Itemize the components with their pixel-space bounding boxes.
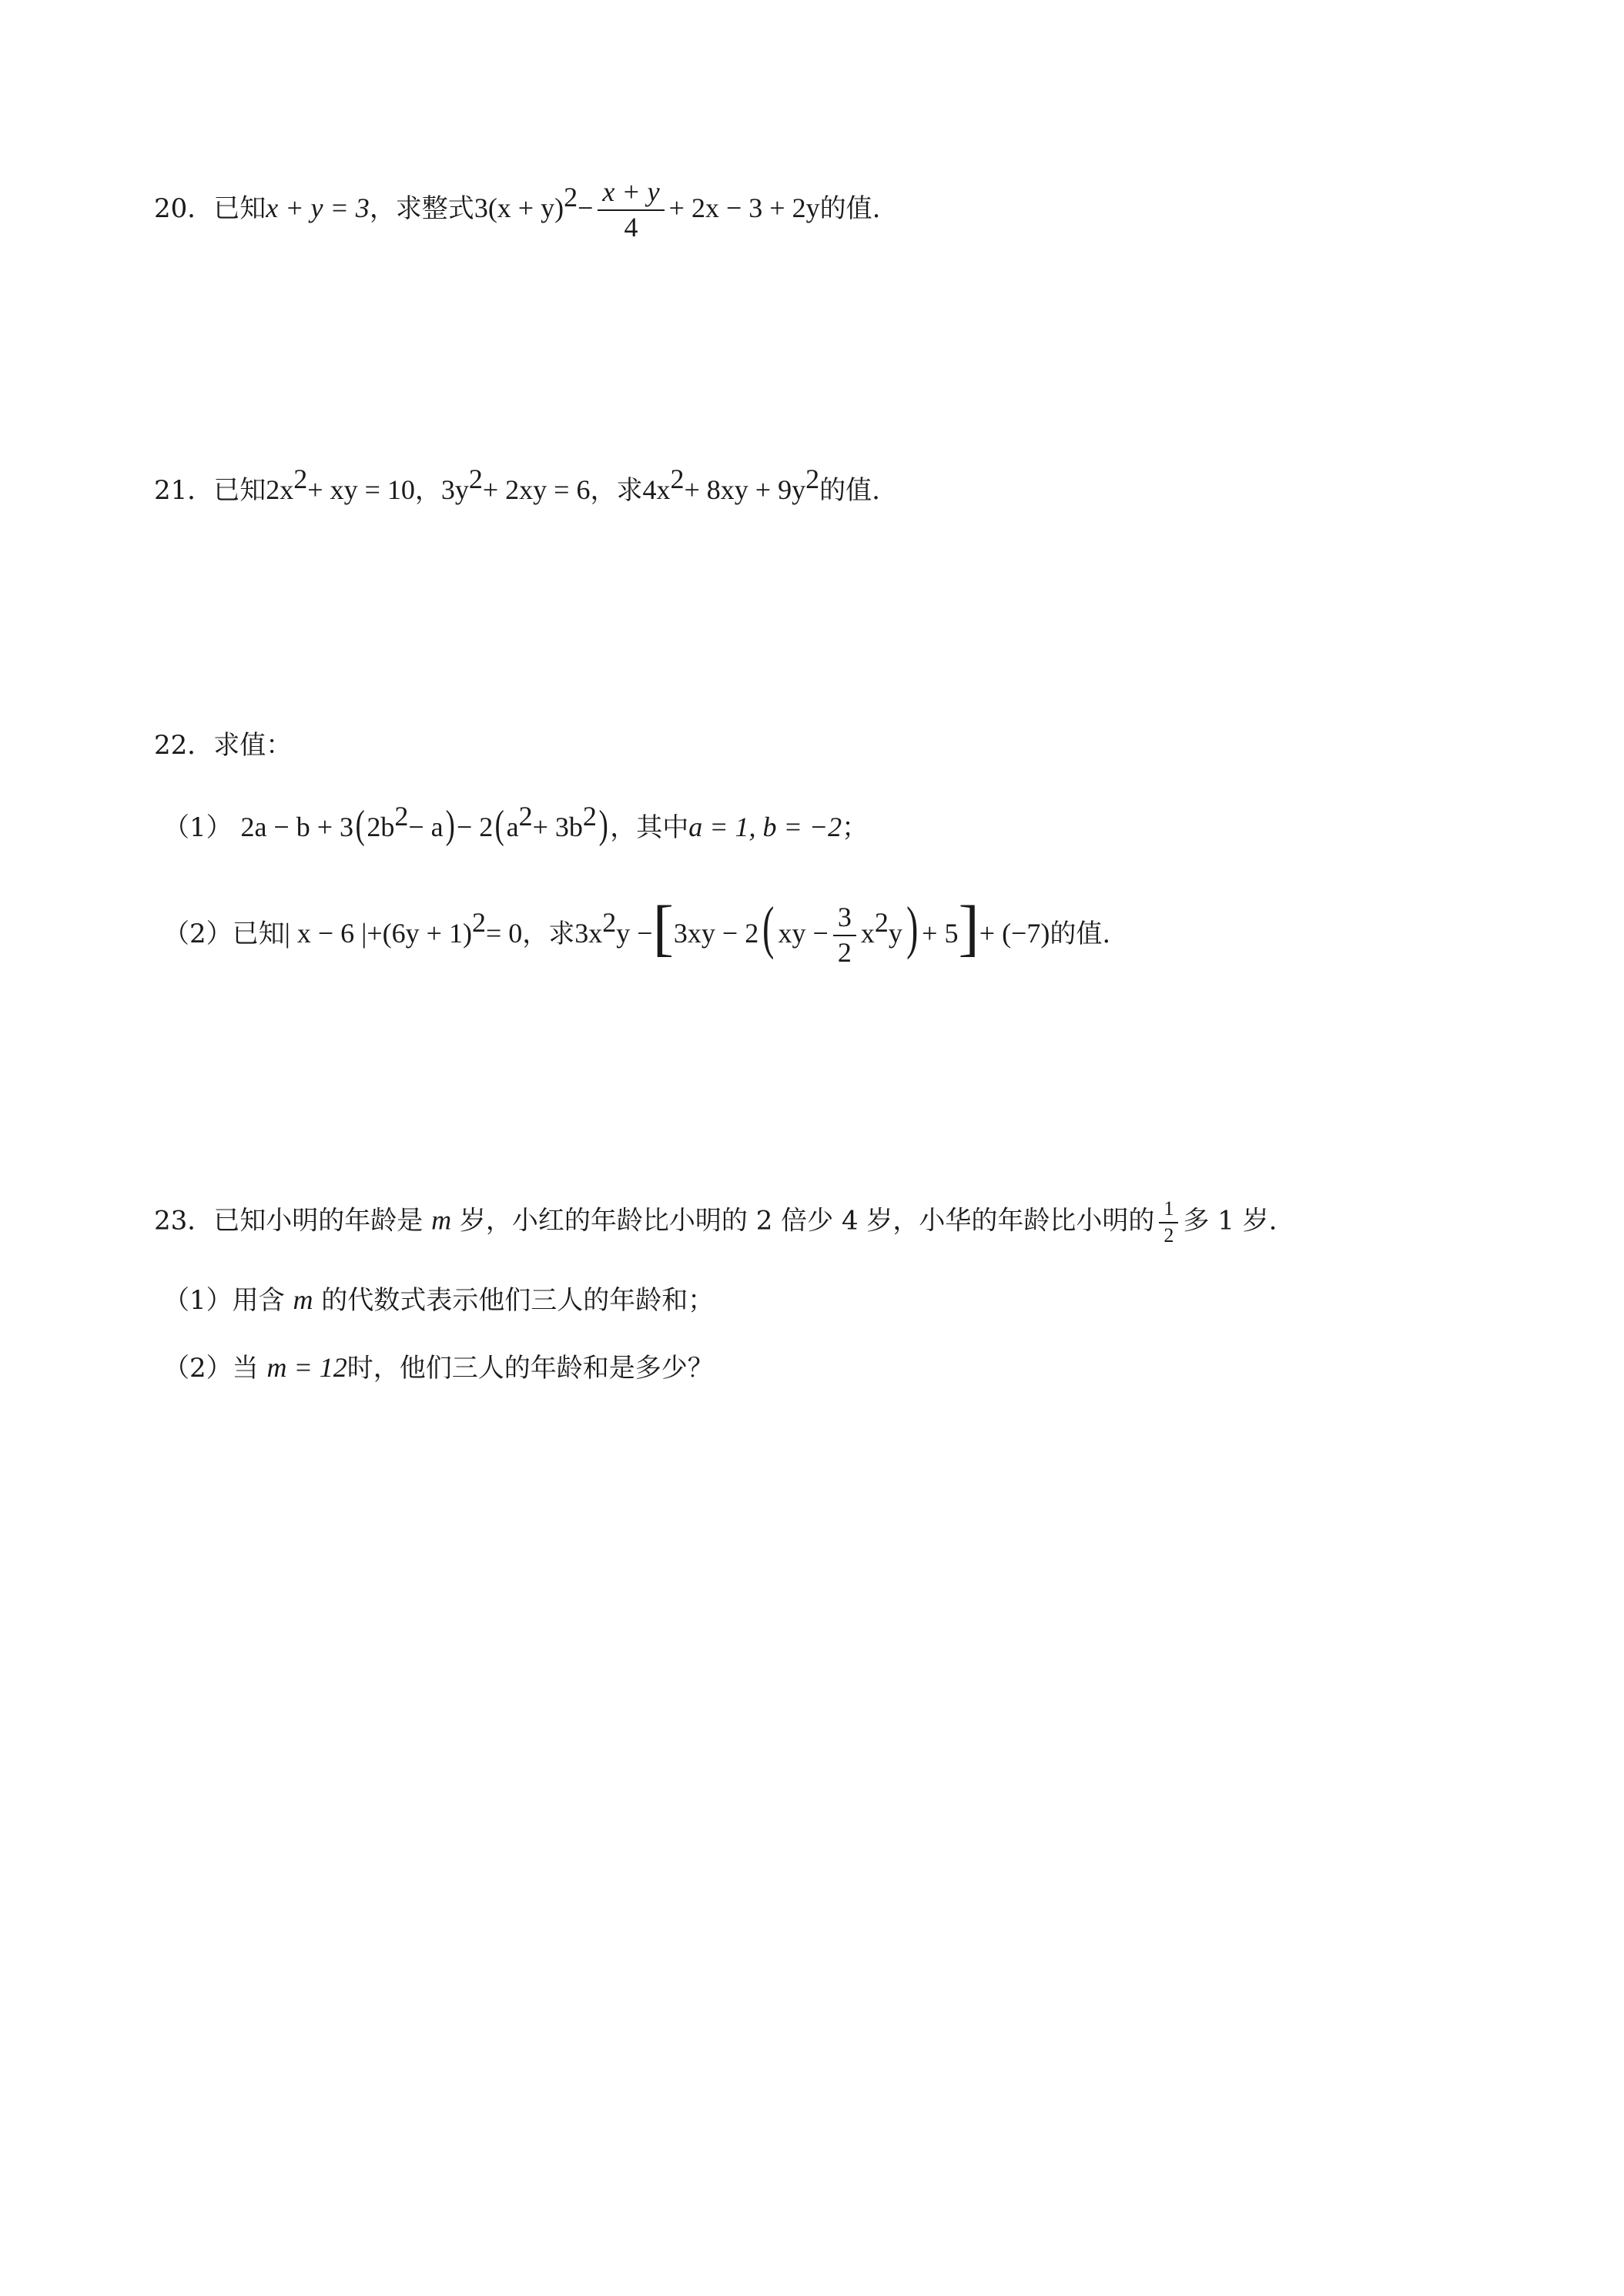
fraction bbox=[1159, 1198, 1178, 1247]
question-23-part-2 bbox=[163, 1346, 714, 1390]
operator: − bbox=[578, 192, 594, 223]
variable: m bbox=[431, 1204, 452, 1236]
question-text: 当 bbox=[232, 1353, 259, 1384]
expression: = 0 bbox=[485, 918, 523, 949]
question-22-part-2 bbox=[163, 892, 1111, 969]
fraction-denominator: 4 bbox=[624, 212, 638, 243]
expression: + 2x − 3 + 2y bbox=[668, 192, 820, 223]
expression: +(6y + 1) bbox=[367, 918, 472, 949]
expression: 3xy − 2 bbox=[673, 918, 759, 949]
part-label: （1） bbox=[163, 812, 233, 843]
question-text: 求值： bbox=[213, 730, 293, 761]
exponent: 2 bbox=[805, 464, 820, 494]
expression: + 2xy = 6 bbox=[482, 474, 591, 505]
condition: x + y = 3 bbox=[266, 192, 370, 223]
exponent: 2 bbox=[602, 907, 617, 938]
expression: 2b bbox=[367, 812, 395, 842]
question-text: 岁，小红的年龄比小明的 2 倍少 4 岁，小华的年龄比小明的 bbox=[459, 1205, 1155, 1237]
question-20 bbox=[154, 176, 880, 243]
fraction-numerator: x + y bbox=[598, 177, 664, 211]
fraction bbox=[598, 177, 664, 243]
condition: m = 12 bbox=[266, 1352, 347, 1383]
question-number: 20． bbox=[154, 193, 214, 224]
part-label: （1） bbox=[163, 1285, 233, 1316]
fraction bbox=[833, 902, 856, 968]
left-bracket: [ bbox=[652, 892, 674, 962]
exponent: 2 bbox=[874, 907, 889, 938]
part-label: （2） bbox=[163, 919, 233, 949]
fraction-numerator: 1 bbox=[1159, 1198, 1178, 1223]
exponent: 2 bbox=[394, 801, 409, 832]
question-22-part-1 bbox=[163, 795, 868, 849]
expression: + 3b bbox=[532, 812, 583, 842]
expression: 3x bbox=[574, 918, 603, 949]
question-number: 22． bbox=[154, 730, 214, 761]
expression: x bbox=[860, 918, 875, 949]
expression: a bbox=[506, 812, 519, 842]
expression: | x − 6 | bbox=[284, 918, 367, 949]
exponent: 2 bbox=[471, 907, 486, 938]
expression: − a bbox=[408, 812, 444, 842]
question-text: 已知小明的年龄是 bbox=[213, 1205, 424, 1237]
exponent: 2 bbox=[564, 182, 578, 213]
expression: 2x bbox=[266, 474, 294, 505]
separator: ， bbox=[414, 475, 441, 506]
fraction-denominator: 2 bbox=[1164, 1223, 1174, 1247]
question-23-part-1 bbox=[163, 1278, 714, 1322]
question-number: 23． bbox=[154, 1205, 214, 1237]
question-text: 的代数式表示他们三人的年龄和； bbox=[321, 1285, 715, 1316]
left-paren: ( bbox=[494, 803, 505, 847]
question-text: 已知 bbox=[232, 919, 285, 949]
exponent: 2 bbox=[582, 801, 597, 832]
part-label: （2） bbox=[163, 1353, 233, 1384]
fraction-numerator: 3 bbox=[833, 902, 856, 936]
question-22 bbox=[154, 724, 292, 767]
question-text: 的值. bbox=[1050, 919, 1111, 949]
right-paren: ) bbox=[598, 803, 608, 847]
expression: xy − bbox=[778, 918, 829, 949]
question-text: ，求整式 bbox=[369, 193, 474, 224]
question-text: ，其中 bbox=[610, 812, 689, 843]
right-bracket: ] bbox=[958, 892, 979, 962]
expression: − 2 bbox=[456, 812, 494, 842]
question-21 bbox=[154, 457, 880, 512]
question-text: ，求 bbox=[522, 919, 575, 949]
question-text: 多 1 岁. bbox=[1183, 1205, 1277, 1237]
expression: y − bbox=[616, 918, 653, 949]
left-paren: ( bbox=[355, 803, 365, 847]
condition: a = 1, b = −2 bbox=[688, 812, 842, 842]
question-text: 的值. bbox=[819, 193, 881, 224]
question-text: 用含 bbox=[232, 1285, 285, 1316]
expression: + 5 bbox=[922, 918, 959, 949]
exponent: 2 bbox=[293, 464, 308, 494]
question-23 bbox=[154, 1198, 1277, 1247]
exponent: 2 bbox=[518, 801, 533, 832]
variable: m bbox=[293, 1284, 313, 1315]
question-text: ； bbox=[842, 812, 869, 843]
expression: 3(x + y) bbox=[474, 192, 564, 223]
expression: y bbox=[888, 918, 902, 949]
question-text: 已知 bbox=[213, 193, 266, 224]
expression: + (−7) bbox=[979, 918, 1050, 949]
question-text: 时，他们三人的年龄和是多少？ bbox=[347, 1353, 714, 1384]
exponent: 2 bbox=[468, 464, 483, 494]
expression: 4x bbox=[642, 474, 671, 505]
right-paren: ) bbox=[906, 895, 919, 960]
exponent: 2 bbox=[670, 464, 685, 494]
expression: 3y bbox=[440, 474, 469, 505]
expression: + 8xy + 9y bbox=[684, 474, 806, 505]
expression: + xy = 10 bbox=[307, 474, 415, 505]
expression: 2a − b + 3 bbox=[240, 812, 354, 842]
left-paren: ( bbox=[762, 895, 775, 960]
question-text: 的值. bbox=[819, 475, 880, 506]
right-paren: ) bbox=[445, 803, 455, 847]
question-text: 已知 bbox=[213, 475, 266, 506]
question-number: 21． bbox=[154, 475, 214, 506]
fraction-denominator: 2 bbox=[837, 937, 852, 968]
question-text: ，求 bbox=[590, 475, 643, 506]
